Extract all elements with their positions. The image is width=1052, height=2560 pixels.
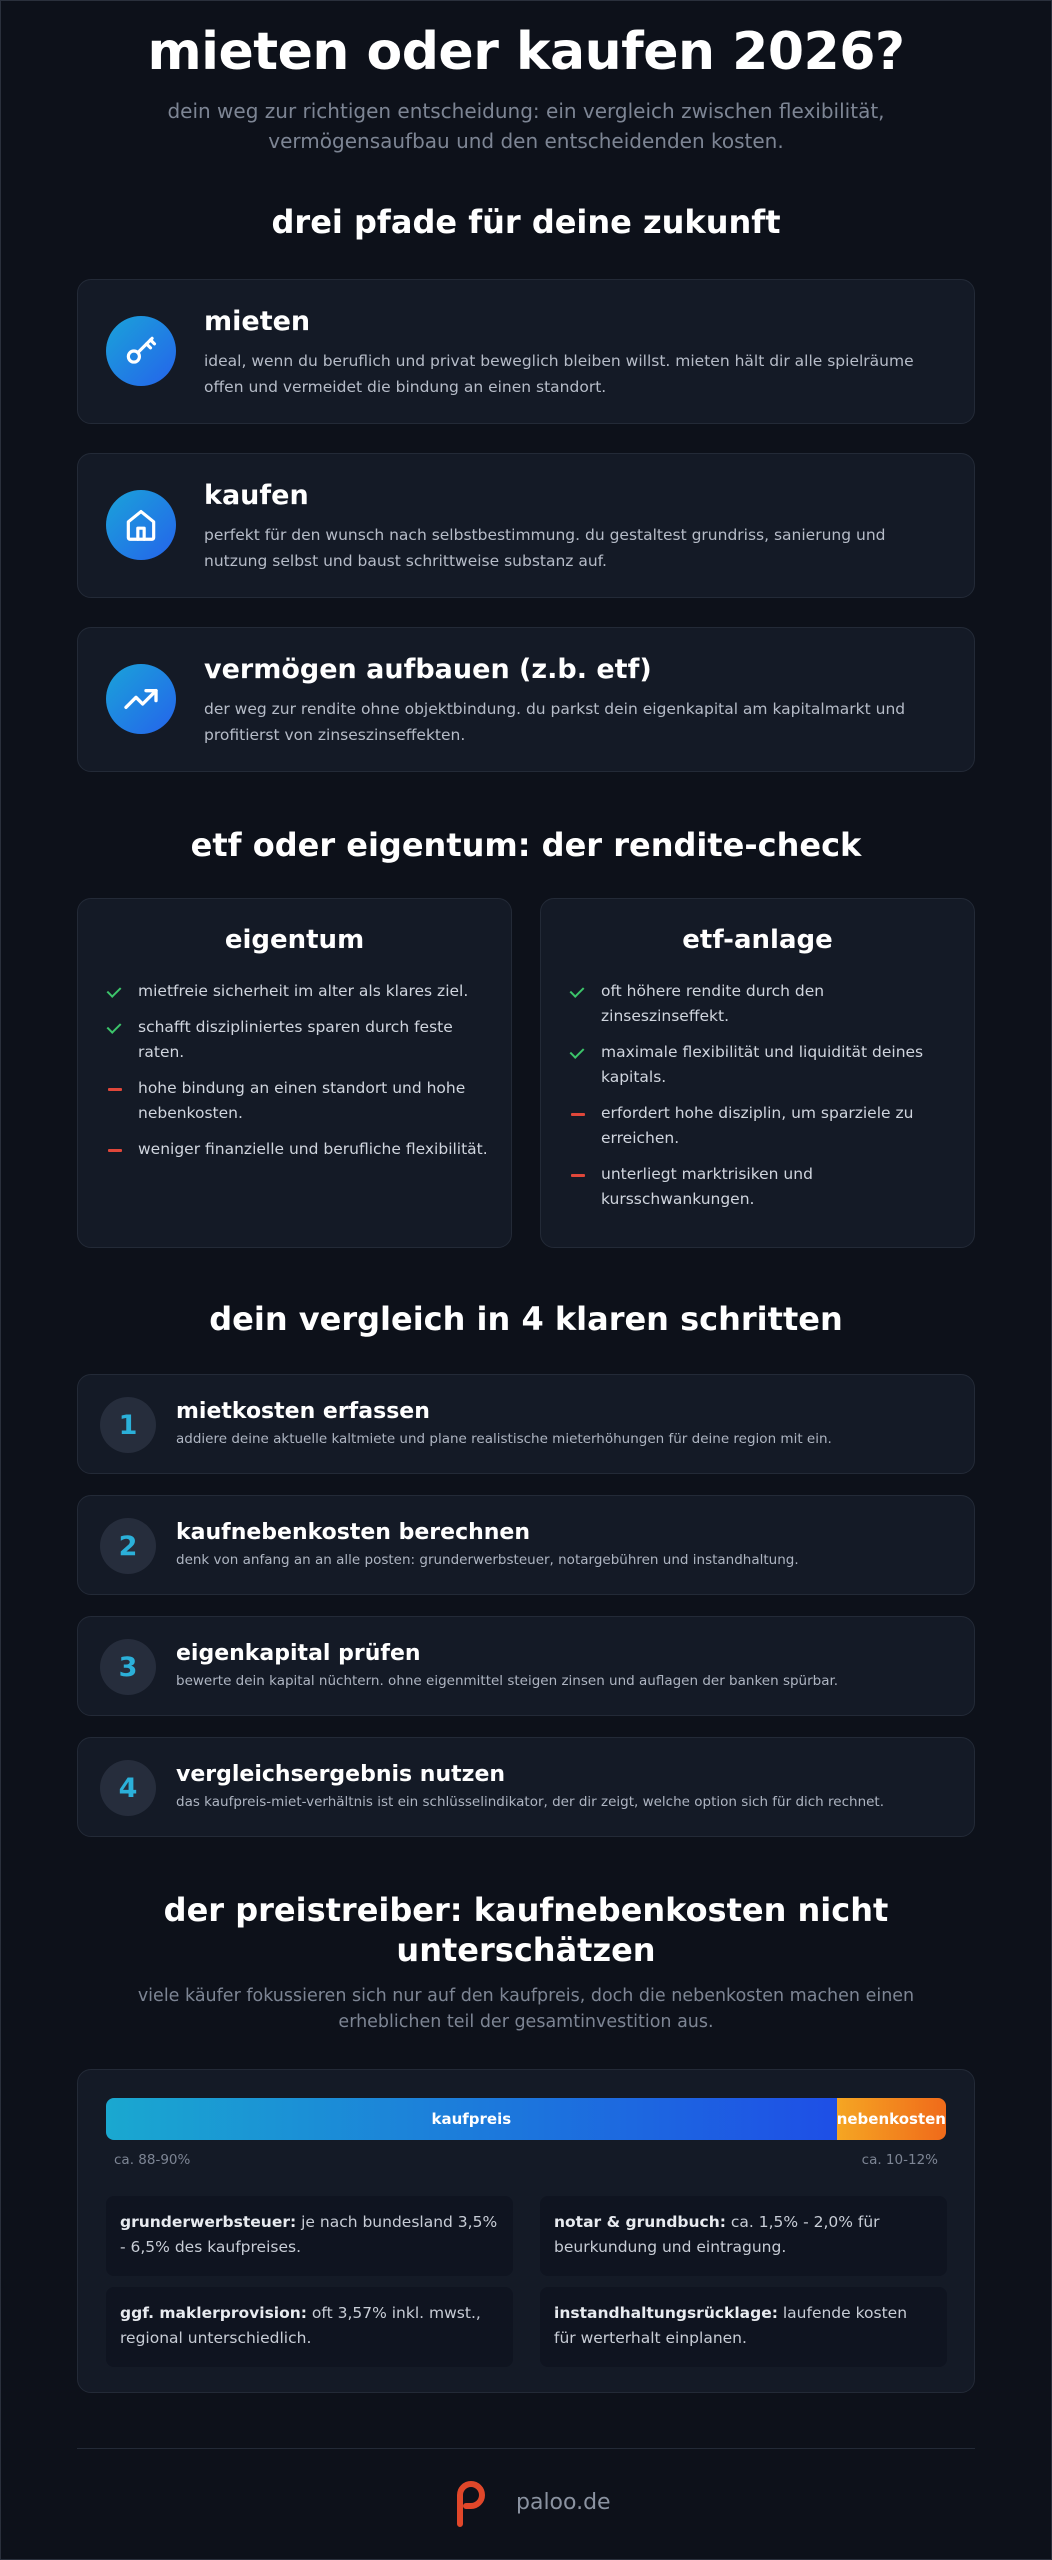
- compare-column-etf: [540, 898, 975, 1248]
- path-card-etf: [77, 627, 975, 772]
- steps-heading: dein vergleich in 4 klaren schritten: [209, 1300, 843, 1338]
- con-item: [106, 1137, 491, 1162]
- path-title: vermögen aufbauen (z.b. etf): [204, 654, 652, 685]
- cost-detail-text: je nach bundesland 3,5% - 6,5% des kaufpreises.: [120, 2213, 498, 2256]
- cost-detail: [540, 2287, 947, 2367]
- cost-detail-text: oft 3,57% inkl. mwst., regional unterschiedlich.: [120, 2304, 481, 2347]
- bullet-text: oft höhere rendite durch den zinseszinseffekt.: [601, 982, 825, 1025]
- column-title: etf-anlage: [682, 925, 833, 955]
- column-title: eigentum: [224, 925, 365, 955]
- house-icon: [106, 490, 176, 560]
- step-text: denk von anfang an an alle posten: grunderwerbsteuer, notargebühren und instandhaltung.: [176, 1552, 799, 1568]
- ancillary-costs-caption: ca. 10-12%: [861, 2152, 938, 2168]
- step-title: kaufnebenkosten berechnen: [176, 1520, 531, 1545]
- cost-detail: [106, 2196, 513, 2276]
- brand-name[interactable]: paloo.de: [516, 2490, 611, 2515]
- step-number: 3: [100, 1639, 156, 1695]
- minus-icon: [569, 1101, 589, 1126]
- bullet-list: [106, 979, 491, 1173]
- step-card: [77, 1616, 975, 1716]
- cost-detail-text: laufende kosten für werterhalt einplanen.: [554, 2304, 908, 2347]
- cost-detail: [106, 2287, 513, 2367]
- purchase-price-caption: ca. 88-90%: [114, 2152, 191, 2168]
- step-title: eigenkapital prüfen: [176, 1641, 421, 1666]
- page-title: mieten oder kaufen 2026?: [147, 22, 905, 82]
- compare-heading: etf oder eigentum: der rendite-check: [190, 826, 862, 864]
- compare-column-eigentum: [77, 898, 512, 1248]
- step-card: [77, 1374, 975, 1474]
- cost-share-bar: [106, 2098, 946, 2140]
- step-number: 2: [100, 1518, 156, 1574]
- con-item: [569, 1101, 954, 1151]
- pro-item: [569, 979, 954, 1029]
- brand-logo-icon[interactable]: [454, 2478, 488, 2528]
- bullet-text: maximale flexibilität und liquidität deines kapitals.: [601, 1043, 924, 1086]
- step-text: das kaufpreis-miet-verhältnis ist ein schlüsselindikator, der dir zeigt, welche option sich für dich rechnet.: [176, 1794, 885, 1810]
- cost-detail: [540, 2196, 947, 2276]
- path-text: perfekt für den wunsch nach selbstbestimmung. du gestaltest grundriss, sanierung und nutzung selbst und baust schrittweise substanz auf.: [204, 526, 886, 570]
- step-title: mietkosten erfassen: [176, 1399, 430, 1424]
- check-icon: [106, 979, 126, 1004]
- step-number: 1: [100, 1397, 156, 1453]
- path-card-mieten: [77, 279, 975, 424]
- costs-heading: der preistreiber: kaufnebenkosten nicht unterschätzen: [163, 1891, 889, 1969]
- pro-item: [106, 979, 491, 1004]
- ancillary-costs-label: nebenkosten: [836, 2110, 946, 2128]
- bullet-text: hohe bindung an einen standort und hohe nebenkosten.: [138, 1079, 466, 1122]
- minus-icon: [106, 1076, 126, 1101]
- check-icon: [569, 1040, 589, 1065]
- cost-detail-label: grunderwerbsteuer:: [120, 2213, 297, 2231]
- bullet-text: mietfreie sicherheit im alter als klares ziel.: [138, 982, 469, 1000]
- costs-panel: [77, 2069, 975, 2393]
- key-icon: [106, 316, 176, 386]
- pro-item: [106, 1015, 491, 1065]
- step-text: addiere deine aktuelle kaltmiete und plane realistische mieterhöhungen für deine region mit ein.: [176, 1431, 832, 1447]
- bullet-text: erfordert hohe disziplin, um sparziele zu erreichen.: [601, 1104, 914, 1147]
- minus-icon: [569, 1162, 589, 1187]
- footer-divider: [77, 2448, 975, 2449]
- trending-up-icon: [106, 664, 176, 734]
- costs-intro: viele käufer fokussieren sich nur auf den kaufpreis, doch die nebenkosten machen einen erheblichen teil der gesamtinvestition aus.: [137, 1986, 915, 2032]
- check-icon: [106, 1015, 126, 1040]
- minus-icon: [106, 1137, 126, 1162]
- step-card: [77, 1495, 975, 1595]
- bullet-text: weniger finanzielle und berufliche flexibilität.: [138, 1140, 488, 1158]
- path-title: mieten: [204, 306, 311, 337]
- step-title: vergleichsergebnis nutzen: [176, 1762, 506, 1787]
- cost-detail-label: notar & grundbuch:: [554, 2213, 726, 2231]
- page-subtitle: dein weg zur richtigen entscheidung: ein vergleich zwischen flexibilität, vermögensaufbau und den entscheidenden kosten.: [167, 99, 885, 153]
- ancillary-costs-segment: [837, 2098, 946, 2140]
- path-card-kaufen: [77, 453, 975, 598]
- purchase-price-label: kaufpreis: [431, 2110, 512, 2128]
- step-card: [77, 1737, 975, 1837]
- path-text: ideal, wenn du beruflich und privat beweglich bleiben willst. mieten hält dir alle spielräume offen und vermeidet die bindung an einen standort.: [204, 352, 914, 396]
- bullet-text: schafft diszipliniertes sparen durch feste raten.: [138, 1018, 453, 1061]
- path-text: der weg zur rendite ohne objektbindung. du parkst dein eigenkapital am kapitalmarkt und profitierst von zinseszinseffekten.: [204, 700, 906, 744]
- con-item: [106, 1076, 491, 1126]
- con-item: [569, 1162, 954, 1212]
- cost-detail-text: ca. 1,5% - 2,0% für beurkundung und eintragung.: [554, 2213, 880, 2256]
- purchase-price-segment: [106, 2098, 837, 2140]
- pro-item: [569, 1040, 954, 1090]
- step-number: 4: [100, 1760, 156, 1816]
- step-text: bewerte dein kapital nüchtern. ohne eigenmittel steigen zinsen und auflagen der banken spürbar.: [176, 1673, 839, 1689]
- cost-detail-label: ggf. maklerprovision:: [120, 2304, 307, 2322]
- cost-detail-label: instandhaltungsrücklage:: [554, 2304, 778, 2322]
- paths-heading: drei pfade für deine zukunft: [271, 203, 781, 241]
- bullet-text: unterliegt marktrisiken und kursschwankungen.: [601, 1165, 813, 1208]
- bullet-list: [569, 979, 954, 1223]
- path-title: kaufen: [204, 480, 309, 511]
- check-icon: [569, 979, 589, 1004]
